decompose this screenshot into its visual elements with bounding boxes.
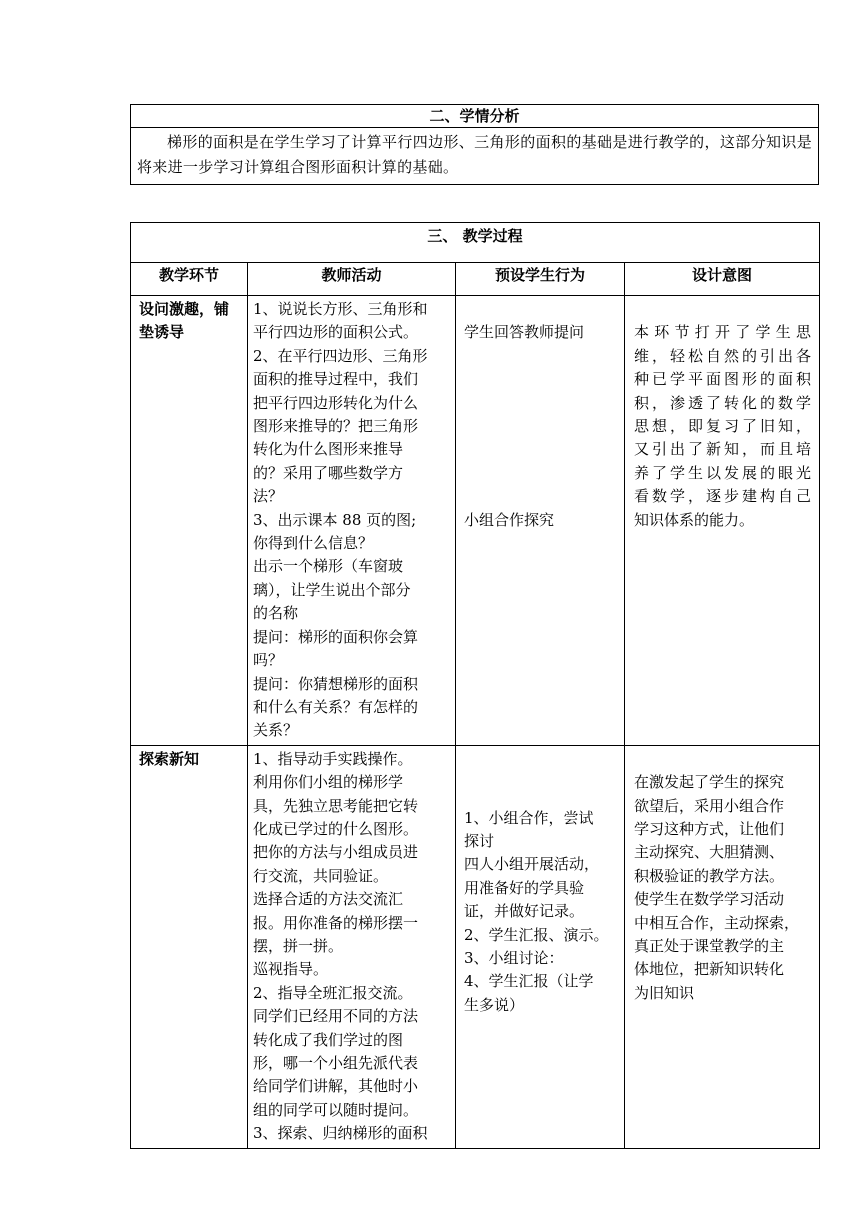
intent-line: 种已学平面图形的面积	[634, 370, 812, 389]
teacher-activity-cell	[248, 745, 456, 1148]
teacher-line: 具，先独立思考能把它转	[253, 796, 419, 815]
teacher-line: 法？	[253, 487, 284, 506]
intent-line: 积极验证的教学方法。	[634, 866, 785, 885]
intent-line: 欲望后，采用小组合作	[634, 796, 785, 815]
teacher-line: 同学们已经用不同的方法	[253, 1007, 419, 1026]
teacher-line: 把平行四边形转化为什么	[253, 393, 419, 412]
teacher-line: 形，哪一个小组先派代表	[253, 1054, 419, 1072]
stage-cell	[131, 745, 248, 1148]
student-line: 生多说）	[464, 995, 525, 1014]
teacher-line: 选择合适的方法交流汇	[253, 890, 404, 909]
intent-line: 维，轻松自然的引出各	[634, 346, 812, 365]
intent-line: 思想，即复习了旧知，	[634, 417, 812, 436]
student-line: 2、学生汇报、演示。	[464, 925, 609, 944]
teacher-line: 给同学们讲解，其他时小	[253, 1077, 419, 1096]
intent-line: 看数学，逐步建构自己	[634, 487, 812, 506]
intent-line: 在激发起了学生的探究	[634, 773, 785, 792]
header-teacher-activity: 教师活动	[248, 263, 456, 296]
teacher-line: 1、说说长方形、三角形和	[253, 300, 428, 318]
section-title-teaching-process: 三、 教学过程	[131, 223, 820, 263]
learning-analysis-table	[130, 104, 819, 185]
student-line: 小组合作探究	[464, 510, 555, 529]
student-line: 3、小组讨论：	[464, 948, 564, 967]
teacher-line: 组的同学可以随时提问。	[253, 1100, 419, 1119]
teacher-line: 的？采用了哪些数学方	[253, 463, 404, 482]
intent-line: 积，渗透了转化的数学	[634, 393, 812, 412]
teacher-line: 报。用你准备的梯形摆一	[253, 913, 419, 932]
student-line: 探讨	[464, 831, 495, 850]
teacher-line: 巡视指导。	[253, 960, 329, 979]
student-line: 用准备好的学具验	[464, 878, 585, 897]
student-line: 四人小组开展活动，	[464, 855, 600, 874]
teacher-line: 利用你们小组的梯形学	[253, 773, 404, 792]
teacher-line: 出示一个梯形（车窗玻	[253, 557, 404, 576]
student-line: 学生回答教师提问	[464, 323, 585, 342]
stage-line: 设问激趣，铺	[139, 300, 230, 318]
teacher-line: 图形来推导的？把三角形	[253, 417, 419, 436]
teacher-line: 摆，拼一拼。	[253, 936, 344, 955]
teacher-line: 的名称	[253, 604, 299, 623]
student-line: 证，并做好记录。	[464, 902, 585, 921]
intent-line: 本环节打开了学生思	[634, 323, 812, 342]
table-row	[131, 296, 820, 746]
teacher-line: 3、出示课本 88 页的图;	[253, 510, 417, 529]
learning-analysis-text: 梯形的面积是在学生学习了计算平行四边形、三角形的面积的基础是进行教学的，这部分知识是将来进一步学习计算组合图形面积计算的基础。	[131, 128, 819, 185]
intent-line: 为旧知识	[634, 983, 695, 1002]
teacher-line: 行交流，共同验证。	[253, 866, 389, 885]
section-title-learning-analysis: 二、学情分析	[131, 105, 819, 128]
intent-line: 养了学生以发展的眼光	[634, 463, 812, 482]
teacher-line: 你得到什么信息？	[253, 534, 374, 553]
teaching-process-table	[130, 222, 820, 1149]
student-behavior-cell	[456, 296, 625, 746]
teacher-line: 2、在平行四边形、三角形	[253, 346, 428, 365]
header-stage: 教学环节	[131, 263, 248, 296]
intent-line: 又引出了新知，而且培	[634, 440, 812, 459]
teacher-line: 平行四边形的面积公式。	[253, 323, 419, 342]
student-line: 4、学生汇报（让学	[464, 972, 594, 991]
intent-line: 真正处于课堂教学的主	[634, 936, 785, 955]
student-line: 1、小组合作，尝试	[464, 808, 594, 827]
teacher-line: 化成已学过的什么图形。	[253, 819, 419, 838]
intent-line: 中相互合作，主动探索，	[634, 913, 800, 932]
teacher-line: 璃），让学生说出个部分	[253, 580, 411, 599]
teacher-line: 面积的推导过程中，我们	[253, 370, 419, 389]
intent-line: 知识体系的能力。	[634, 510, 755, 529]
teacher-line: 关系？	[253, 721, 299, 740]
table-row	[131, 745, 820, 1148]
teacher-line: 2、指导全班汇报交流。	[253, 983, 413, 1002]
stage-line: 探索新知	[139, 749, 200, 768]
teacher-line: 吗？	[253, 651, 284, 670]
teacher-line: 把你的方法与小组成员进	[253, 843, 419, 862]
header-student-behavior: 预设学生行为	[456, 263, 625, 296]
teacher-activity-cell	[248, 296, 456, 746]
teacher-line: 提问：梯形的面积你会算	[253, 627, 419, 646]
stage-line: 垫诱导	[139, 323, 185, 341]
teacher-line: 和什么有关系？有怎样的	[253, 697, 419, 716]
stage-cell	[131, 296, 248, 746]
intent-line: 主动探究、大胆猜测、	[634, 843, 785, 862]
teacher-line: 转化成了我们学过的图	[253, 1030, 404, 1049]
design-intent-cell	[625, 296, 820, 746]
teacher-line: 提问：你猜想梯形的面积	[253, 674, 419, 693]
intent-line: 体地位，把新知识转化	[634, 960, 785, 979]
teacher-line: 3、探索、归纳梯形的面积	[253, 1124, 428, 1143]
table-header-row	[131, 263, 820, 296]
header-design-intent: 设计意图	[625, 263, 820, 296]
student-behavior-cell	[456, 745, 625, 1148]
design-intent-cell	[625, 745, 820, 1148]
intent-line: 学习这种方式，让他们	[634, 819, 785, 838]
teacher-line: 1、指导动手实践操作。	[253, 749, 413, 768]
intent-line: 使学生在数学学习活动	[634, 890, 785, 909]
teacher-line: 转化为什么图形来推导	[253, 440, 404, 459]
